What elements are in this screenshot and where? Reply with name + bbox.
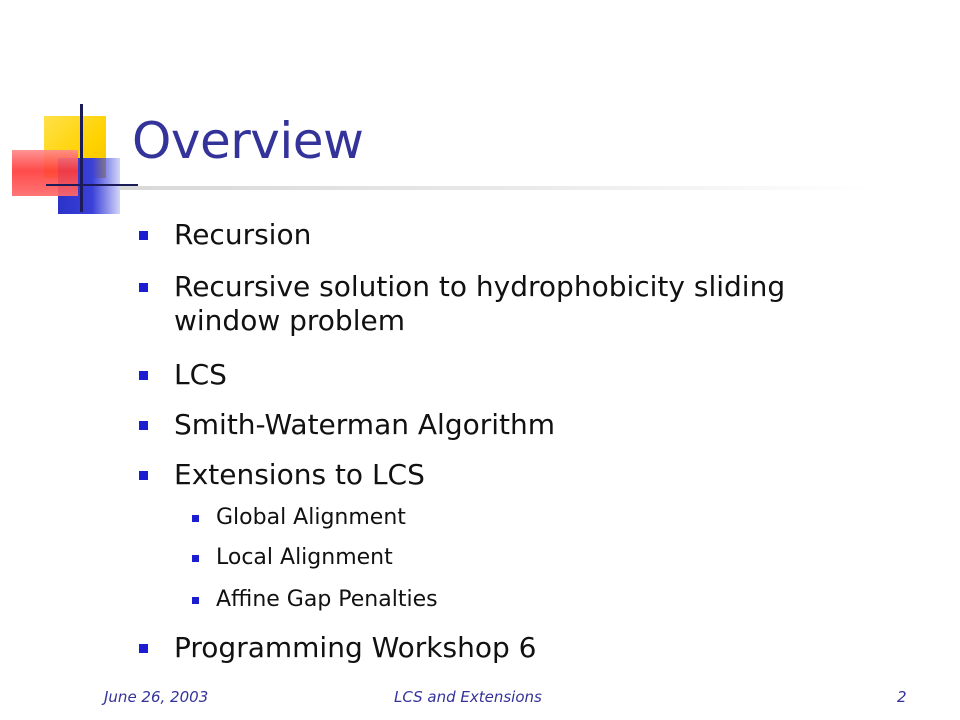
bullet-square-icon <box>139 421 148 430</box>
bullet-square-icon <box>139 644 148 653</box>
sub-bullet-text: Affine Gap Penalties <box>216 587 438 612</box>
bullet-item <box>174 270 894 338</box>
bullet-item <box>174 631 536 665</box>
sub-bullet-text: Global Alignment <box>216 505 406 530</box>
bullet-text: Programming Workshop 6 <box>174 631 537 664</box>
sub-bullet-square-icon <box>192 597 199 604</box>
sub-bullet-square-icon <box>192 515 199 522</box>
sub-bullet-item <box>216 586 438 614</box>
bullet-text: Smith-Waterman Algorithm <box>174 408 556 441</box>
bullet-square-icon <box>139 231 148 240</box>
bullet-square-icon <box>139 371 148 380</box>
bullet-text: Recursion <box>174 218 312 251</box>
sub-bullet-square-icon <box>192 555 199 562</box>
footer-date: June 26, 2003 <box>104 688 209 706</box>
sub-bullet-text: Local Alignment <box>216 545 393 570</box>
bullet-text: Recursive solution to hydrophobicity sliding window problem <box>174 270 786 337</box>
sub-bullet-item <box>216 504 406 532</box>
bullet-square-icon <box>139 283 148 292</box>
bullet-item <box>174 458 425 492</box>
slide-title: Overview <box>132 112 364 170</box>
footer-page-number: 2 <box>897 688 907 706</box>
bullet-square-icon <box>139 471 148 480</box>
bullet-text: Extensions to LCS <box>174 458 425 491</box>
bullet-item <box>174 218 311 252</box>
bullet-item <box>174 358 227 392</box>
bullet-text: LCS <box>174 358 227 391</box>
sub-bullet-item <box>216 544 393 572</box>
bullet-item <box>174 408 555 442</box>
footer-title: LCS and Extensions <box>394 688 542 706</box>
